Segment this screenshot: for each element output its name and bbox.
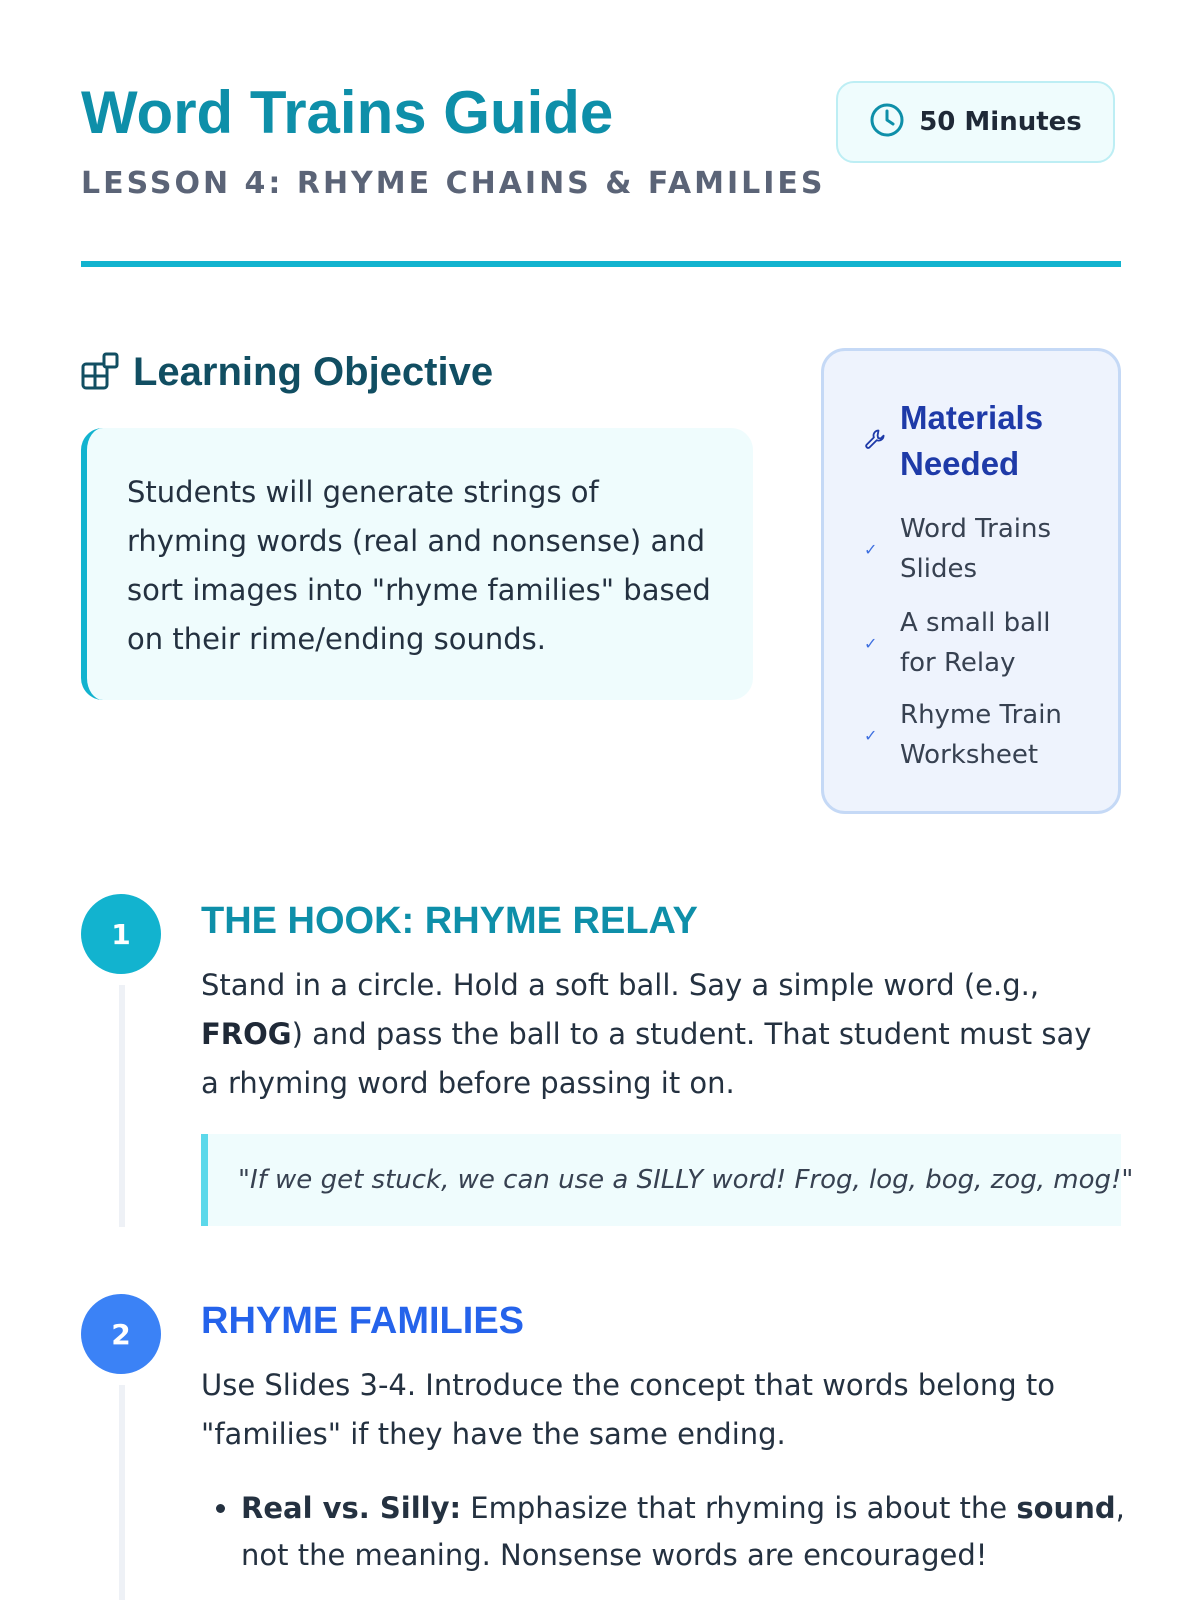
- bullet-emphasis: sound: [1016, 1491, 1116, 1525]
- lesson-subtitle: LESSON 4: RHYME CHAINS & FAMILIES: [81, 166, 826, 201]
- list-item: [864, 603, 1114, 683]
- step-1-body: [201, 961, 1101, 1108]
- step-2-connector: [119, 1385, 125, 1600]
- wrench-icon: [864, 428, 886, 454]
- objective-text: Students will generate strings of rhyming words (real and nonsense) and sort images into "rhyme families" based on their rime/ending sounds.: [127, 475, 711, 656]
- objective-card: [81, 428, 753, 700]
- list-item: [241, 1485, 1161, 1579]
- step-2-body: Use Slides 3-4. Introduce the concept that words belong to "families" if they have the same ending.: [201, 1368, 1055, 1451]
- objective-title: Learning Objective: [133, 350, 494, 394]
- step-1-connector: [119, 985, 125, 1227]
- objective-icon: [81, 352, 119, 394]
- materials-card: [821, 348, 1121, 814]
- duration-badge: [836, 81, 1115, 163]
- step-1-text-start: Stand in a circle. Hold a soft ball. Say a simple word (e.g.,: [201, 968, 1040, 1002]
- materials-title: Materials Needed: [900, 399, 1044, 482]
- list-item: [864, 509, 1114, 589]
- materials-heading: [864, 395, 1070, 487]
- bullet-text-start: Emphasize that rhyming is about the: [461, 1491, 1017, 1525]
- bullet-lead: Real vs. Silly:: [241, 1491, 462, 1525]
- step-2-bullets: [201, 1485, 1161, 1579]
- header-divider: [81, 261, 1121, 267]
- material-label: Rhyme Train Worksheet: [900, 700, 1062, 770]
- page-title: Word Trains Guide: [81, 79, 614, 146]
- duration-label: 50 Minutes: [919, 107, 1082, 137]
- step-1-example-word: FROG: [201, 1017, 292, 1051]
- step-2-title: RHYME FAMILIES: [201, 1300, 525, 1342]
- bullet-text-end: , not the meaning. Nonsense words are encouraged!: [241, 1491, 1125, 1572]
- step-2-number-badge: 2: [81, 1294, 161, 1374]
- check-icon: ✓: [864, 633, 878, 653]
- check-icon: ✓: [864, 725, 878, 745]
- list-item: [864, 695, 1114, 775]
- step-1-text-end: ) and pass the ball to a student. That student must say a rhyming word before passing it on.: [201, 1017, 1092, 1100]
- material-label: Word Trains Slides: [900, 514, 1052, 584]
- material-label: A small ball for Relay: [900, 608, 1051, 678]
- materials-list: [864, 509, 1114, 789]
- objective-heading: [81, 350, 493, 395]
- clock-icon: [869, 102, 905, 142]
- step-1-quote: "If we get stuck, we can use a SILLY word! Frog, log, bog, zog, mog!": [201, 1134, 1121, 1226]
- check-icon: ✓: [864, 539, 878, 559]
- step-1-title: THE HOOK: RHYME RELAY: [201, 900, 698, 942]
- step-1-number-badge: 1: [81, 894, 161, 974]
